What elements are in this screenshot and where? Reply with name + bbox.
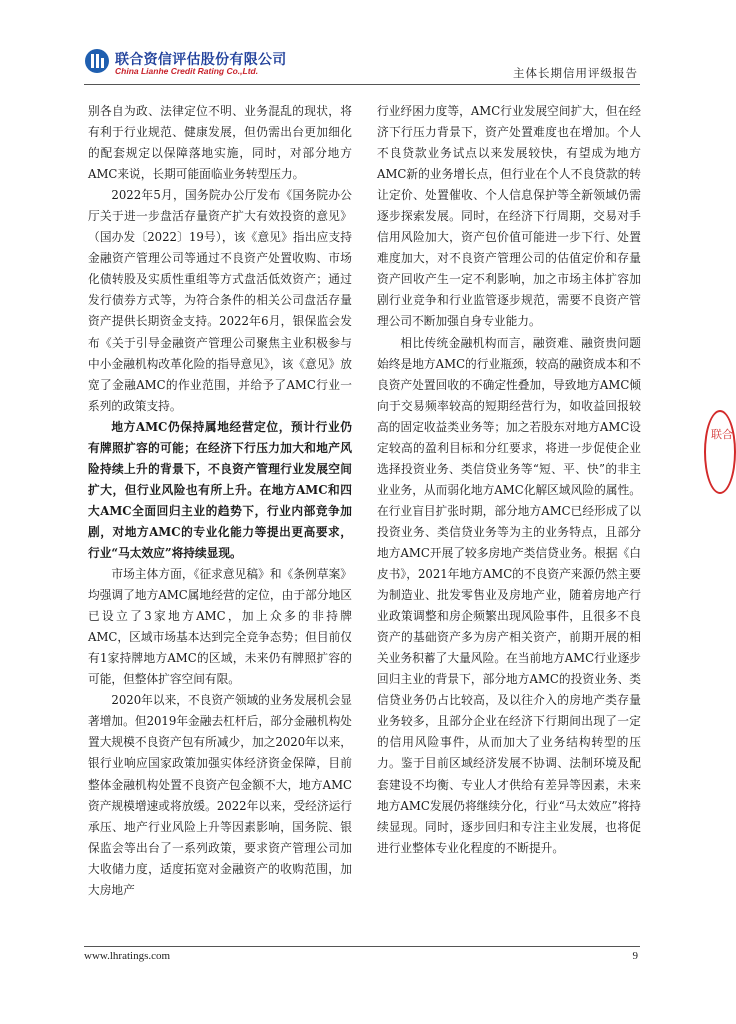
paragraph: 相比传统金融机构而言，融资难、融资贵问题始终是地方AMC的行业瓶颈，较高的融资成本和不良资产处置回收的不确定性叠加，导致地方AMC倾向于交易频率较高的短期经营行为，如收益回报较高的固定收益类业务等；加之若股东对地方AMC设定较高的盈利目标和分红要求，将进一步促使企业选择投资业务、类信贷业务等“短、平、快”的非主业业务，从而弱化地方AMC化解区域风险的属性。在行业盲目扩张时期，部分地方AMC已经形成了以投资业务、类信贷业务等为主的业务特点，且部分地方AMC开展了较多房地产类信贷业务。根据《白皮书》，2021年地方AMC的不良资产来源仍然主要为制造业、批发零售业及房地产业，随着房地产行业政策调整和房企频繁出现风险事件，且很多不良资产的基础资产多为房产相关资产，前期开展的相关业务积蓄了大量风险。在当前地方AMC行业逐步回归主业的背景下，部分地方AMC的投资业务、类信贷业务仍占比较高，及以往介入的房地产类存量业务较多，且部分企业在经济下行期间出现了一定的信用风险事件，从而加大了业务结构转型的压力。鉴于目前区域经济发展不协调、法制环境及配套建设不均衡、专业人才供给有差异等因素，未来地方AMC发展仍将继续分化，行业“马太效应”将持续显现。同时，逐步回归和专注主业发展，也将促进行业整体专业化程度的不断提升。 — [377, 335, 641, 855]
company-name-en: China Lianhe Credit Rating Co.,Ltd. — [115, 66, 259, 76]
side-stamp-icon — [704, 410, 736, 494]
report-type-title: 主体长期信用评级报告 — [513, 66, 638, 80]
bold-paragraph: 地方AMC仍保持属地经营定位，预计行业仍有牌照扩容的可能；在经济下行压力加大和地产风险持续上升的背景下，不良资产管理行业发展空间扩大，但行业风险也有所上升。在地方AMC和四大AMC全面回归主业的趋势下，行业内部竞争加剧，对地方AMC的专业化能力等提出更高要求，行业“马太效应”将持续显现。 — [88, 419, 352, 560]
paragraph: 别各自为政、法律定位不明、业务混乱的现状，将有利于行业规范、健康发展，但仍需出台更加细化的配套规定以保障落地实施，同时，对部分地方AMC来说，长期可能面临业务转型压力。 — [88, 104, 352, 182]
company-name-cn: 联合资信评估股份有限公司 — [115, 52, 287, 68]
right-column — [377, 101, 641, 859]
page-number: 9 — [632, 950, 638, 962]
page-header — [0, 0, 724, 92]
paragraph: 行业纾困力度等，AMC行业发展空间扩大，但在经济下行压力背景下，资产处置难度也在增加。个人不良贷款业务试点以来发展较快，有望成为地方AMC新的业务增长点，但行业在个人不良贷款的转让定价、处置催收、个人信息保护等全新领域仍需逐步探索发展。同时，在经济下行周期，交易对手信用风险加大，资产包价值可能进一步下行、处置难度加大，对不良资产管理公司的估值定价和存量资产回收产生一定不利影响，加之市场主体扩容加剧行业竞争和行业监管逐步规范，需要不良资产管理公司不断加强自身专业能力。 — [377, 104, 641, 329]
paragraph: 2022年5月，国务院办公厅发布《国务院办公厅关于进一步盘活存量资产扩大有效投资的意见》（国办发〔2022〕19号），该《意见》指出应支持金融资产管理公司等通过不良资产处置收购、市场化债转股及实质性重组等方式盘活低效资产；通过发行债券方式等，为符合条件的相关公司盘活存量资产提供长期资金支持。2022年6月，银保监会发布《关于引导金融资产管理公司聚焦主业积极参与中小金融机构改革化险的指导意见》，该《意见》放宽了金融AMC的作业范围，并给予了AMC行业一系列的政策支持。 — [88, 188, 352, 413]
left-column — [88, 101, 352, 901]
paragraph: 2020年以来，不良资产领域的业务发展机会显著增加。但2019年金融去杠杆后，部分金融机构处置大规模不良资产包有所减少，加之2020年以来，银行业响应国家政策加强实体经济资金保障，目前整体金融机构处置不良资产包金额不大，地方AMC资产规模增速或将放缓。2022年以来，受经济运行承压、地产行业风险上升等因素影响，国务院、银保监会等出台了一系列政策，要求资产管理公司加大收储力度，适度拓宽对金融资产的收购范围，加大房地产 — [88, 693, 352, 897]
company-logo-icon — [84, 48, 110, 74]
paragraph: 市场主体方面，《征求意见稿》和《条例草案》均强调了地方AMC属地经营的定位，由于部分地区已设立了3家地方AMC，加上众多的非持牌AMC，区域市场基本达到完全竞争态势；但目前仅有1家持牌地方AMC的区域，未来仍有牌照扩容的可能，但整体扩容空间有限。 — [88, 567, 352, 687]
header-divider — [84, 84, 640, 85]
side-stamp-text: 联合 — [711, 428, 733, 441]
footer-divider — [84, 946, 640, 947]
footer-url[interactable]: www.lhratings.com — [84, 950, 171, 962]
